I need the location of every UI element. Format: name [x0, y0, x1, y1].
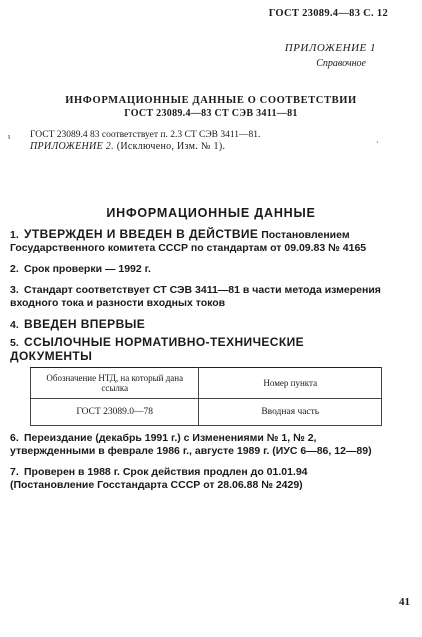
info-item-6: [10, 432, 382, 458]
info-item-1: [10, 228, 382, 255]
compliance-text: ГОСТ 23089.4 83 соответствует п. 2.3 СТ СЭВ 3411—81.: [30, 130, 261, 140]
table-header-clause: Номер пункта: [199, 368, 382, 399]
info-item-3: [10, 284, 382, 310]
item-lead: УТВЕРЖДЕН И ВВЕДЕН В ДЕЙСТВИЕ: [24, 227, 259, 241]
table-row: [31, 399, 382, 426]
page-number: 41: [399, 596, 410, 608]
item-number: 2.: [10, 263, 19, 275]
item-number: 3.: [10, 284, 19, 296]
appendix2-note: [30, 141, 225, 152]
info-item-5: [10, 336, 382, 364]
reference-table: [30, 367, 382, 426]
appendix-label: ПРИЛОЖЕНИЕ 1: [284, 42, 376, 54]
page-header: ГОСТ 23089.4—83 С. 12: [268, 8, 388, 19]
margin-mark: ι: [8, 132, 11, 141]
table-cell-doc: ГОСТ 23089.0—78: [31, 399, 199, 426]
info-item-4: [10, 318, 382, 332]
info-title: ИНФОРМАЦИОННЫЕ ДАННЫЕ: [106, 206, 316, 220]
item-number: 7.: [10, 466, 19, 478]
table-header-doc: Обозначение НТД, на который дана ссылка: [31, 368, 199, 399]
table-cell-clause: Вводная часть: [199, 399, 382, 426]
margin-mark: ·: [376, 138, 379, 147]
item-number: 6.: [10, 432, 19, 444]
item-text: Проверен в 1988 г. Срок действия продлен до 01.01.94 (Постановление Госстандарта СССР от 28.06.88 № 2429): [10, 466, 308, 491]
table-header-row: [31, 368, 382, 399]
item-text: Стандарт соответствует СТ СЭВ 3411—81 в части метода измерения входного тока и разности входных токов: [10, 284, 381, 309]
compliance-subtitle: ГОСТ 23089.4—83 СТ СЭВ 3411—81: [124, 108, 298, 119]
item-lead: ВВЕДЕН ВПЕРВЫЕ: [24, 317, 146, 331]
appendix2-label: ПРИЛОЖЕНИЕ 2.: [30, 141, 114, 152]
item-lead: ССЫЛОЧНЫЕ НОРМАТИВНО-ТЕХНИЧЕСКИЕ ДОКУМЕНТЫ: [10, 335, 305, 363]
info-item-2: [10, 263, 382, 276]
item-number: 1.: [10, 229, 19, 241]
appendix-type: Справочное: [316, 58, 366, 69]
item-text: Срок проверки — 1992 г.: [24, 263, 151, 275]
item-number: 4.: [10, 319, 19, 331]
appendix2-excluded: (Исключено, Изм. № 1).: [113, 141, 226, 152]
compliance-title: ИНФОРМАЦИОННЫЕ ДАННЫЕ О СООТВЕТСТВИИ: [65, 95, 357, 106]
item-number: 5.: [10, 337, 19, 349]
info-item-7: [10, 466, 382, 492]
item-text: Постановлением Государственного комитета СССР по стандартам от 09.09.83 № 4165: [10, 229, 367, 254]
item-text: Переиздание (декабрь 1991 г.) с Изменениями № 1, № 2, утвержденными в феврале 1986 г., августе 1989 г. (ИУС 6—86, 12—89): [10, 432, 372, 457]
